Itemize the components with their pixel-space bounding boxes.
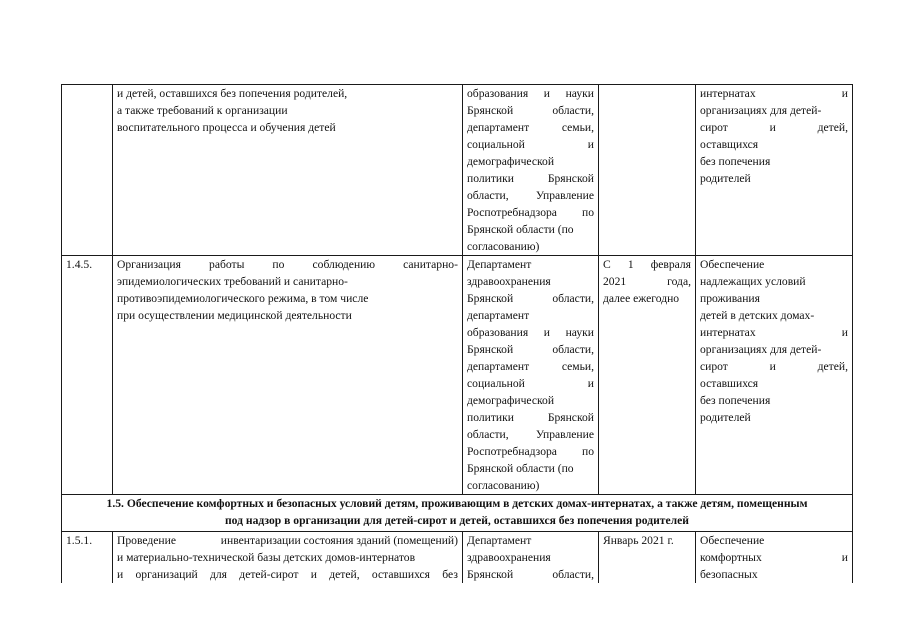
text-line xyxy=(700,102,848,119)
text-line xyxy=(700,136,848,153)
row-number: 1.4.5. xyxy=(62,256,113,495)
word: по xyxy=(272,258,285,271)
word: науки xyxy=(565,326,594,339)
text-line xyxy=(700,85,848,102)
word: Брянской xyxy=(467,292,514,305)
word: инвентаризации состояния зданий (помещений) xyxy=(220,534,458,547)
word: организациях для детей- xyxy=(700,104,822,117)
word: и xyxy=(841,551,848,564)
word: Брянской области (по xyxy=(467,462,574,475)
word: сирот xyxy=(700,360,728,373)
text-line xyxy=(467,307,594,324)
text-line xyxy=(467,566,594,583)
text-line xyxy=(700,170,848,187)
word: оставшихся xyxy=(371,568,431,581)
activity-cell xyxy=(113,256,463,495)
text-line xyxy=(603,532,691,549)
text-line: а также требований к организации xyxy=(117,104,288,117)
word: без попечения xyxy=(700,155,771,168)
text-line xyxy=(700,409,848,426)
word: области, xyxy=(552,343,594,356)
word: детей в детских домах- xyxy=(700,309,815,322)
word: Роспотребнадзора xyxy=(467,445,557,458)
word: 1 xyxy=(627,258,634,271)
text-line: воспитательного процесса и обучения детей xyxy=(117,121,336,134)
document-table xyxy=(61,84,853,583)
text-line xyxy=(700,290,848,307)
word: соблюдению xyxy=(312,258,376,271)
word: надлежащих условий xyxy=(700,275,806,288)
word: департамент xyxy=(467,309,530,322)
text-line xyxy=(467,477,594,494)
text-line xyxy=(467,341,594,358)
word: санитарно- xyxy=(403,258,458,271)
result-cell xyxy=(696,256,853,495)
section-heading xyxy=(62,495,853,532)
text-line xyxy=(467,409,594,426)
text-line xyxy=(467,375,594,392)
text-line xyxy=(700,324,848,341)
word: и материально-технической базы детских домов-интернатов xyxy=(117,551,416,564)
word: здравоохранения xyxy=(467,551,551,564)
word: и xyxy=(841,87,848,100)
word: науки xyxy=(565,87,594,100)
text-line xyxy=(467,324,594,341)
word: семьи, xyxy=(561,360,594,373)
word: области, xyxy=(467,428,509,441)
text-line xyxy=(117,566,458,583)
text-line xyxy=(117,273,458,290)
text-line xyxy=(467,549,594,566)
word: организациях для детей- xyxy=(700,343,822,356)
word: организаций xyxy=(135,568,198,581)
word: Обеспечение xyxy=(700,534,765,547)
word: сирот xyxy=(700,121,728,134)
word: без попечения xyxy=(700,394,771,407)
word: согласованию) xyxy=(467,479,540,492)
responsible-cell xyxy=(463,85,599,256)
text-line xyxy=(467,170,594,187)
word: для xyxy=(210,568,228,581)
text-line xyxy=(467,221,594,238)
word: детей, xyxy=(817,360,848,373)
word: комфортных xyxy=(700,551,762,564)
text-line xyxy=(700,307,848,324)
text-line xyxy=(467,256,594,273)
word: Департамент xyxy=(467,534,532,547)
word: области, xyxy=(552,292,594,305)
word: оставшихся xyxy=(700,377,759,390)
text-line xyxy=(467,532,594,549)
row-number: 1.5.1. xyxy=(62,532,113,584)
word: и xyxy=(310,568,317,581)
word: Брянской области (по xyxy=(467,223,574,236)
word: по xyxy=(581,206,594,219)
word: социальной xyxy=(467,377,525,390)
word: области, xyxy=(467,189,509,202)
word: интернатах xyxy=(700,87,756,100)
text-line xyxy=(603,273,691,290)
word: образования xyxy=(467,326,529,339)
word: работы xyxy=(209,258,245,271)
text-line xyxy=(700,532,848,549)
word: и xyxy=(117,568,124,581)
word: февраля xyxy=(650,258,691,271)
table-row xyxy=(62,85,853,256)
word: безопасных xyxy=(700,568,758,581)
text-line xyxy=(467,238,594,255)
word: Роспотребнадзора xyxy=(467,206,557,219)
word: области, xyxy=(552,104,594,117)
text-line xyxy=(700,119,848,136)
text-line xyxy=(467,290,594,307)
word: проживания xyxy=(700,292,760,305)
section-heading-line-2: под надзор в организации для детей-сирот и детей, оставшихся без попечения родителей xyxy=(225,514,689,527)
word: детей, xyxy=(329,568,360,581)
word: детей, xyxy=(817,121,848,134)
word: Управление xyxy=(535,189,594,202)
word: при осуществлении медицинской деятельности xyxy=(117,309,352,322)
deadline-cell xyxy=(599,532,696,584)
responsible-cell xyxy=(463,256,599,495)
word: эпидемиологических требований и санитарно- xyxy=(117,275,348,288)
text-line xyxy=(117,256,458,273)
text-line xyxy=(700,375,848,392)
word: и xyxy=(543,326,550,339)
word: С xyxy=(603,258,611,271)
word: политики xyxy=(467,411,514,424)
word: политики xyxy=(467,172,514,185)
word: социальной xyxy=(467,138,525,151)
word: семьи, xyxy=(561,121,594,134)
text-line xyxy=(700,549,848,566)
word: 2021 xyxy=(603,275,627,288)
word: Брянской xyxy=(547,411,594,424)
word: интернатах xyxy=(700,326,756,339)
text-line xyxy=(467,273,594,290)
text-line xyxy=(467,85,594,102)
word: и xyxy=(769,360,776,373)
word: демографической xyxy=(467,155,555,168)
word: противоэпидемиологического режима, в том числе xyxy=(117,292,369,305)
row-number xyxy=(62,85,113,256)
text-line xyxy=(603,256,691,273)
word: Обеспечение xyxy=(700,258,765,271)
text-line xyxy=(700,153,848,170)
text-line xyxy=(467,358,594,375)
text-line xyxy=(700,341,848,358)
text-line xyxy=(117,307,458,324)
word: Брянской xyxy=(467,568,514,581)
word: и xyxy=(587,138,594,151)
text-line xyxy=(467,426,594,443)
text-line xyxy=(700,566,848,583)
deadline-cell xyxy=(599,85,696,256)
word: и xyxy=(769,121,776,134)
text-line xyxy=(467,187,594,204)
word: Январь 2021 г. xyxy=(603,534,674,547)
text-line xyxy=(467,153,594,170)
deadline-cell xyxy=(599,256,696,495)
word: по xyxy=(581,445,594,458)
result-cell xyxy=(696,532,853,584)
word: и xyxy=(841,326,848,339)
text-line xyxy=(117,290,458,307)
word: оставщихся xyxy=(700,138,759,151)
text-line xyxy=(117,549,458,566)
word: родителей xyxy=(700,411,751,424)
text-line xyxy=(467,119,594,136)
text-line xyxy=(117,532,458,549)
word: демографической xyxy=(467,394,555,407)
word: года, xyxy=(667,275,691,288)
word: Организация xyxy=(117,258,181,271)
word: далее ежегодно xyxy=(603,292,680,305)
text-line xyxy=(700,358,848,375)
activity-cell xyxy=(113,532,463,584)
text-line xyxy=(700,256,848,273)
word: Брянской xyxy=(467,104,514,117)
text-line xyxy=(603,290,691,307)
responsible-cell xyxy=(463,532,599,584)
word: родителей xyxy=(700,172,751,185)
word: департамент xyxy=(467,121,530,134)
word: Брянской xyxy=(547,172,594,185)
text-line xyxy=(467,204,594,221)
word: без xyxy=(442,568,458,581)
word: согласованию) xyxy=(467,240,540,253)
text-line xyxy=(467,392,594,409)
word: образования xyxy=(467,87,529,100)
word: области, xyxy=(552,568,594,581)
word: Проведение xyxy=(117,534,176,547)
table-row xyxy=(62,532,853,584)
word: департамент xyxy=(467,360,530,373)
section-heading-line-1: 1.5. Обеспечение комфортных и безопасных условий детям, проживающим в детских домах-интернатах, а также детям, помещенным xyxy=(106,497,808,510)
word: Департамент xyxy=(467,258,532,271)
word: и xyxy=(587,377,594,390)
table-row xyxy=(62,256,853,495)
activity-cell xyxy=(113,85,463,256)
text-line xyxy=(700,273,848,290)
text-line: и детей, оставшихся без попечения родителей, xyxy=(117,87,348,100)
section-header-row xyxy=(62,495,853,532)
word: Брянской xyxy=(467,343,514,356)
word: Управление xyxy=(535,428,594,441)
text-line xyxy=(467,443,594,460)
result-cell xyxy=(696,85,853,256)
text-line xyxy=(467,460,594,477)
text-line xyxy=(467,136,594,153)
word: здравоохранения xyxy=(467,275,551,288)
text-line xyxy=(467,102,594,119)
text-line xyxy=(700,392,848,409)
word: детей-сирот xyxy=(239,568,299,581)
word: и xyxy=(543,87,550,100)
